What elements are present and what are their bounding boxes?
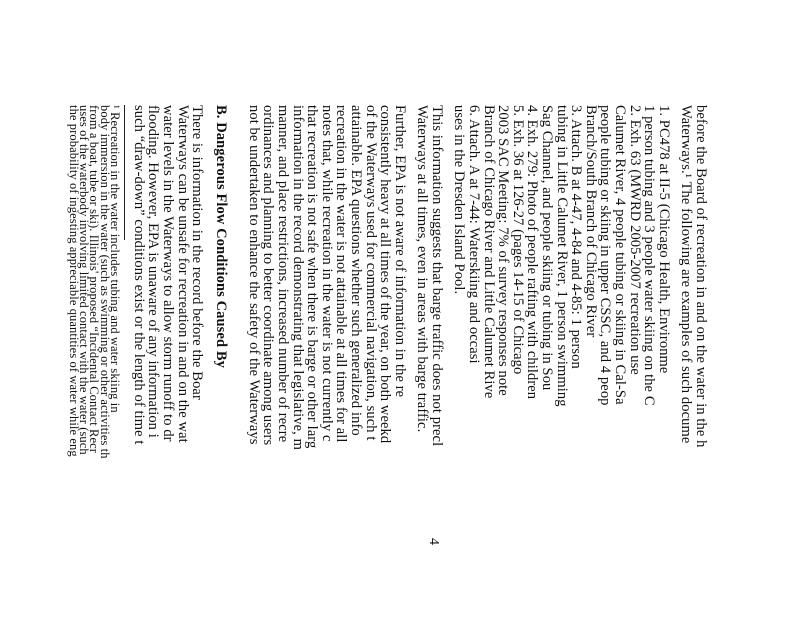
example-line: Calumet River, 4 people tubing or skiing in Cal-Sa xyxy=(612,105,629,405)
text-line: consistently heavy at all times of the year, on both weekd xyxy=(377,105,394,444)
example-line: Branch/South Branch of Chicago River xyxy=(582,105,599,338)
example-line: Sag Channel, and people skiing or tubing in Sou xyxy=(539,105,556,391)
examples-list xyxy=(452,105,671,635)
footnote-divider xyxy=(124,105,125,240)
footnote-line: the probability of ingesting appreciable quantities of water while eng xyxy=(66,105,81,457)
text-line: ordinances and planning to better coordinate among users xyxy=(260,105,277,446)
example-line: Branch of Chicago River and Little Calumet Rive xyxy=(480,105,497,399)
page-number: 4 xyxy=(426,538,441,545)
text-line: water levels in the Waterways to allow storm runoff to dr xyxy=(160,105,176,442)
example-line: people tubing or skiing in upper CSSC, and 4 peop xyxy=(597,105,614,406)
footnote xyxy=(66,105,123,635)
text-line: Further, EPA is not aware of information in the re xyxy=(391,105,408,398)
text-line: There is information in the record before the Boar xyxy=(189,105,206,400)
text-line: information in the record demonstrating that legislative, m xyxy=(289,105,306,450)
footnote-line: uses of the waterbody involving limited contact with the water (such xyxy=(77,105,92,455)
text-line: attainable. EPA questions whether such generalized info xyxy=(347,105,364,436)
text-line: Waterways can be unsafe for recreation in and on the wat xyxy=(174,105,191,443)
text-line: recreation in the water is not attainable at all times for all xyxy=(333,105,350,443)
example-line: 3. Attach. B at 4-47, 4-84 and 4-85: 1 person xyxy=(568,105,585,369)
example-line: 1 person tubing and 3 people water skiing on the C xyxy=(641,105,658,406)
footnote-line: body immersion in the water (such as swimming or other activities th xyxy=(97,105,112,459)
example-line: uses in the Dresden Island Pool. xyxy=(451,105,468,295)
example-line: 2003 SAC Meeting: 7% of survey responses note xyxy=(495,105,512,396)
example-line: 1. PC478 at II-5 (Chicago Health, Environme xyxy=(655,105,672,374)
text-line: that recreation is not safe when there is barge or other larg xyxy=(304,105,321,449)
paragraph-intro xyxy=(679,105,708,635)
footnote-line: ¹ Recreation in the water includes tubing and water skiing in xyxy=(108,105,123,413)
example-line: 5. Exh. 36 at 126-27 (pages 14-15 of Chicago xyxy=(509,105,526,375)
text-line: notes that, while recreation in the water is not currently c xyxy=(318,105,335,442)
rotated-text-body xyxy=(66,105,709,635)
example-line: 2. Exh. 63 (MWRD 2005-2007 recreation use xyxy=(626,105,643,375)
example-line: tubing in Little Calumet River, 1 person swimming xyxy=(553,105,570,407)
text-line: of the Waterways used for commercial navigation, such t xyxy=(362,105,379,441)
paragraph-dangerous-flow xyxy=(131,105,204,635)
text-line: such “draw-down” conditions exist or the length of time t xyxy=(130,105,147,445)
paragraph-epa-further xyxy=(246,105,407,635)
text-line: flooding. However, EPA is unaware of any information i xyxy=(145,105,162,438)
text-line: Waterways.¹ The following are examples of such docume xyxy=(678,105,695,444)
text-line: manner, and place restrictions, increased number of recre xyxy=(274,105,291,443)
text-line: Waterways at all times, even in areas with barge traffic. xyxy=(414,105,431,433)
section-heading: B. Dangerous Flow Conditions Caused By xyxy=(213,105,230,368)
text-line: not be undertaken to enhance the safety of the Waterways xyxy=(245,105,262,445)
example-line: 4. Exh. 279: Photo of people rafting with children xyxy=(524,105,541,400)
text-line: before the Board of recreation in and on the water in the h xyxy=(693,105,709,448)
text-line: This information suggests that barge traffic does not precl xyxy=(428,105,445,447)
footnote-line: from a boat, tube or ski). Illinois' proposed “Incidental Contact Recr xyxy=(87,105,102,454)
example-line: 6. Attach. A at 7-44: Waterskiing and occasi xyxy=(466,105,483,364)
